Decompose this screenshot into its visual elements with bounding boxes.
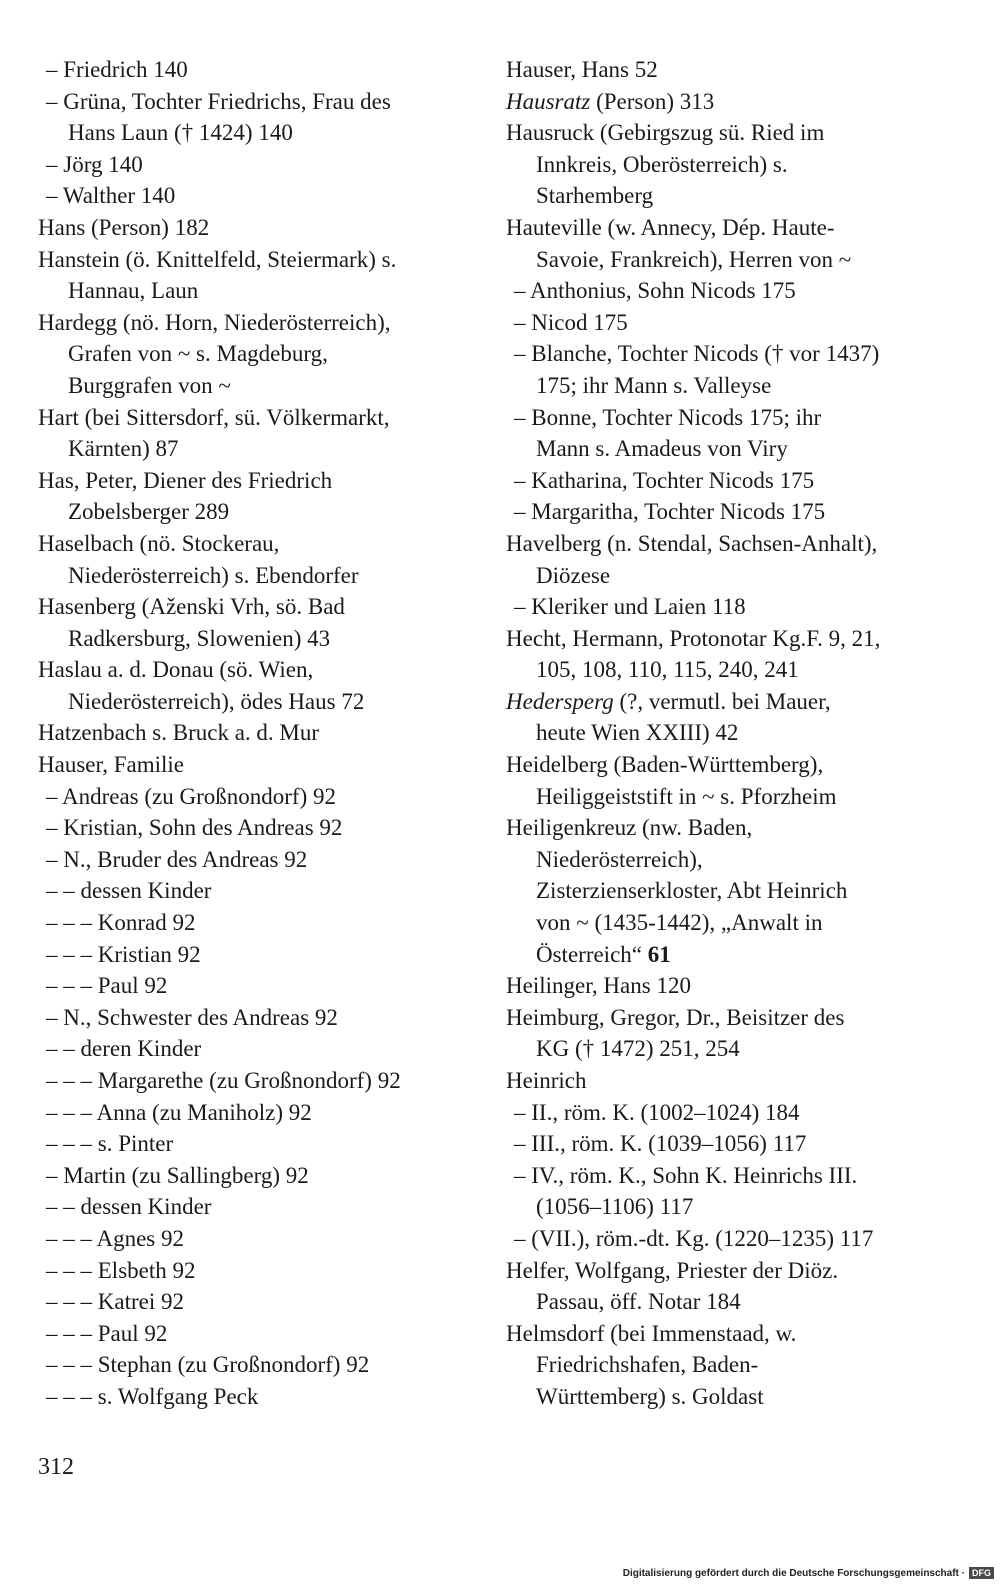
index-entry-line	[38, 180, 478, 212]
index-entry-text: 105, 108, 110, 115, 240, 241	[536, 657, 799, 683]
index-entry-line	[506, 1033, 956, 1065]
index-entry-text: Hecht, Hermann, Protonotar Kg.F. 9, 21,	[506, 625, 881, 651]
index-entry-line	[38, 591, 478, 623]
index-column-right	[506, 54, 956, 1413]
index-entry-text: – – deren Kinder	[46, 1036, 202, 1062]
index-entry-line	[38, 812, 478, 844]
index-entry-text: Hans Laun († 1424) 140	[68, 120, 293, 146]
index-entry-text: Hausratz	[506, 88, 591, 114]
index-entry-text: Mann s. Amadeus von Viry	[536, 436, 788, 462]
index-entry-line	[506, 875, 956, 907]
index-entry-line	[38, 370, 478, 402]
index-entry-line	[38, 1349, 478, 1381]
index-entry-line	[38, 1128, 478, 1160]
index-entry-line	[38, 465, 478, 497]
index-entry-line	[38, 1033, 478, 1065]
index-entry-text: Grafen von ~ s. Magdeburg,	[68, 341, 328, 367]
index-entry-text: – Bonne, Tochter Nicods 175; ihr	[514, 404, 822, 430]
index-entry-text: – – – Katrei 92	[46, 1289, 184, 1315]
index-entry-line	[38, 338, 478, 370]
index-entry-line	[38, 781, 478, 813]
index-entry-line	[506, 338, 956, 370]
index-entry-line	[38, 939, 478, 971]
index-entry-text: – Martin (zu Sallingberg) 92	[46, 1162, 309, 1188]
index-entry-text: Hausruck (Gebirgszug sü. Ried im	[506, 120, 825, 146]
index-entry-text: Zobelsberger 289	[68, 499, 230, 525]
index-entry-line	[506, 1097, 956, 1129]
index-entry-text: Württemberg) s. Goldast	[536, 1383, 764, 1409]
index-entry-line	[38, 749, 478, 781]
index-entry-line	[506, 939, 956, 971]
index-entry-line	[506, 1349, 956, 1381]
index-entry-text: Hasenberg (Aženski Vrh, sö. Bad	[38, 594, 345, 620]
index-entry-text: KG († 1472) 251, 254	[536, 1036, 740, 1062]
index-entry-line	[506, 623, 956, 655]
index-entry-text: von ~ (1435-1442), „Anwalt in	[536, 910, 823, 936]
index-entry-text: – Friedrich 140	[46, 57, 188, 82]
index-entry-rest: (Person) 313	[590, 88, 715, 114]
index-entry-line	[506, 1223, 956, 1255]
index-entry-line	[38, 907, 478, 939]
index-entry-text: – Nicod 175	[514, 309, 628, 335]
index-entry-text: Haslau a. d. Donau (sö. Wien,	[38, 657, 314, 683]
index-entry-line	[38, 1381, 478, 1413]
footer-text: Digitalisierung gefördert durch die Deutsche Forschungsgemeinschaft ·	[622, 1567, 965, 1579]
index-entry-text: Niederösterreich) s. Ebendorfer	[68, 562, 359, 588]
index-entry-text: – – – Paul 92	[46, 973, 168, 999]
index-entry-line	[38, 1002, 478, 1034]
index-entry-line	[506, 1002, 956, 1034]
index-entry-line	[506, 149, 956, 181]
index-entry-bold-page: 61	[647, 941, 671, 967]
index-entry-line	[506, 54, 956, 86]
index-entry-text: – II., röm. K. (1002–1024) 184	[514, 1099, 800, 1125]
dfg-logo: DFG	[969, 1567, 994, 1579]
index-entry-text: Hart (bei Sittersdorf, sü. Völkermarkt,	[38, 404, 390, 430]
index-entry-line	[506, 686, 956, 718]
index-entry-line	[38, 1318, 478, 1350]
index-entry-line	[506, 812, 956, 844]
index-entry-text: – – – Kristian 92	[46, 941, 201, 967]
index-entry-line	[38, 844, 478, 876]
index-entry-line	[506, 1128, 956, 1160]
index-entry-text: (1056–1106) 117	[536, 1194, 694, 1220]
index-entry-text: Heimburg, Gregor, Dr., Beisitzer des	[506, 1004, 845, 1030]
index-entry-text: – Katharina, Tochter Nicods 175	[514, 467, 815, 493]
index-entry-text: Passau, öff. Notar 184	[536, 1289, 741, 1315]
index-entry-line	[506, 1191, 956, 1223]
index-entry-text: – Kleriker und Laien 118	[514, 594, 746, 620]
index-entry-text: 175; ihr Mann s. Valleyse	[536, 372, 772, 398]
index-entry-text: Hauser, Hans 52	[506, 57, 658, 82]
index-entry-text: – – – s. Wolfgang Peck	[46, 1383, 259, 1409]
footer-credit	[623, 1567, 994, 1579]
index-entry-text: Helfer, Wolfgang, Priester der Diöz.	[506, 1257, 839, 1283]
index-entry-text: Hardegg (nö. Horn, Niederösterreich),	[38, 309, 391, 335]
index-entry-line	[38, 54, 478, 86]
index-entry-text: Has, Peter, Diener des Friedrich	[38, 467, 333, 493]
index-entry-text: Niederösterreich),	[536, 846, 703, 872]
index-entry-text: Burggrafen von ~	[68, 372, 231, 398]
index-entry-line	[38, 496, 478, 528]
index-entry-text: Helmsdorf (bei Immenstaad, w.	[506, 1320, 797, 1346]
index-entry-line	[506, 560, 956, 592]
index-entry-text: Innkreis, Oberösterreich) s.	[536, 151, 788, 177]
index-entry-text: Heinrich	[506, 1068, 587, 1093]
index-entry-line	[38, 1160, 478, 1192]
index-entry-line	[506, 844, 956, 876]
index-entry-text: – – – Stephan (zu Großnondorf) 92	[46, 1352, 370, 1378]
index-entry-text: heute Wien XXIII) 42	[536, 720, 739, 746]
index-entry-line	[506, 275, 956, 307]
index-entry-text: – Blanche, Tochter Nicods († vor 1437)	[514, 341, 880, 367]
index-entry-text: – – dessen Kinder	[46, 1194, 212, 1220]
index-entry-line	[38, 1065, 478, 1097]
index-entry-text: Hatzenbach s. Bruck a. d. Mur	[38, 720, 320, 746]
index-entry-text: – N., Schwester des Andreas 92	[46, 1004, 338, 1030]
index-entry-line	[506, 654, 956, 686]
index-entry-text: Heiligenkreuz (nw. Baden,	[506, 815, 753, 841]
index-entry-text: Hauser, Familie	[38, 752, 184, 778]
index-entry-text: Kärnten) 87	[68, 436, 179, 462]
index-entry-text: – – – Elsbeth 92	[46, 1257, 196, 1283]
index-entry-text: – Kristian, Sohn des Andreas 92	[46, 815, 343, 841]
index-entry-line	[38, 1255, 478, 1287]
index-entry-text: Savoie, Frankreich), Herren von ~	[536, 246, 852, 272]
index-entry-line	[38, 560, 478, 592]
index-entry-text: – – – s. Pinter	[46, 1131, 174, 1157]
index-entry-line	[38, 433, 478, 465]
index-entry-line	[506, 907, 956, 939]
index-entry-line	[38, 307, 478, 339]
index-entry-text: Heidelberg (Baden-Württemberg),	[506, 752, 824, 778]
index-entry-line	[38, 623, 478, 655]
index-entry-text: Zisterzienserkloster, Abt Heinrich	[536, 878, 848, 904]
index-entry-line	[506, 1286, 956, 1318]
index-entry-line	[506, 970, 956, 1002]
index-entry-text: Hannau, Laun	[68, 278, 199, 304]
index-entry-line	[38, 1097, 478, 1129]
index-entry-line	[38, 149, 478, 181]
index-entry-line	[38, 1223, 478, 1255]
index-entry-text: – (VII.), röm.-dt. Kg. (1220–1235) 117	[514, 1225, 874, 1251]
index-entry-text: Österreich“	[536, 941, 648, 967]
index-entry-text: Diözese	[536, 562, 611, 588]
index-entry-text: – Andreas (zu Großnondorf) 92	[46, 783, 336, 809]
index-entry-line	[506, 528, 956, 560]
index-entry-text: – IV., röm. K., Sohn K. Heinrichs III.	[514, 1162, 858, 1188]
index-entry-line	[38, 717, 478, 749]
index-entry-text: Hanstein (ö. Knittelfeld, Steiermark) s.	[38, 246, 397, 272]
index-entry-text: – Grüna, Tochter Friedrichs, Frau des	[46, 88, 391, 114]
index-entry-line	[38, 275, 478, 307]
index-entry-text: – Anthonius, Sohn Nicods 175	[514, 278, 796, 304]
index-entry-text: Friedrichshafen, Baden-	[536, 1352, 759, 1378]
index-column-left	[38, 54, 478, 1413]
index-entry-text: Hans (Person) 182	[38, 214, 210, 240]
index-entry-line	[38, 654, 478, 686]
index-entry-line	[38, 970, 478, 1002]
index-entry-line	[38, 1191, 478, 1223]
index-entry-text: Hauteville (w. Annecy, Dép. Haute-	[506, 214, 835, 240]
index-entry-rest: (?, vermutl. bei Mauer,	[613, 688, 831, 714]
index-entry-text: Hedersperg	[506, 688, 614, 714]
index-entry-line	[506, 1381, 956, 1413]
index-entry-line	[38, 1286, 478, 1318]
index-entry-text: – N., Bruder des Andreas 92	[46, 846, 308, 872]
index-entry-line	[506, 717, 956, 749]
index-entry-text: – – – Margarethe (zu Großnondorf) 92	[46, 1068, 401, 1093]
index-entry-text: – Jörg 140	[46, 151, 143, 177]
index-entry-text: Heilinger, Hans 120	[506, 973, 691, 999]
index-entry-text: Niederösterreich), ödes Haus 72	[68, 688, 365, 714]
index-entry-text: Radkersburg, Slowenien) 43	[68, 625, 331, 651]
index-entry-text: – – dessen Kinder	[46, 878, 212, 904]
index-entry-line	[38, 875, 478, 907]
index-entry-text: – – – Konrad 92	[46, 910, 196, 936]
index-entry-line	[506, 1065, 956, 1097]
index-entry-line	[506, 86, 956, 118]
index-entry-line	[506, 465, 956, 497]
index-entry-text: Starhemberg	[536, 183, 654, 209]
index-entry-line	[38, 117, 478, 149]
index-entry-line	[506, 1160, 956, 1192]
index-entry-line	[38, 528, 478, 560]
index-entry-line	[38, 86, 478, 118]
index-entry-line	[506, 244, 956, 276]
index-entry-line	[38, 402, 478, 434]
index-entry-line	[506, 1318, 956, 1350]
index-entry-line	[506, 433, 956, 465]
index-entry-text: Haselbach (nö. Stockerau,	[38, 530, 280, 556]
index-entry-line	[506, 1255, 956, 1287]
page-number: 312	[38, 1454, 74, 1480]
index-entry-line	[506, 307, 956, 339]
index-entry-text: – III., röm. K. (1039–1056) 117	[514, 1131, 807, 1157]
index-entry-line	[506, 370, 956, 402]
index-entry-line	[506, 402, 956, 434]
index-entry-text: – – – Agnes 92	[46, 1225, 184, 1251]
index-entry-line	[506, 117, 956, 149]
index-entry-text: – – – Anna (zu Maniholz) 92	[46, 1099, 312, 1125]
index-entry-text: – Margaritha, Tochter Nicods 175	[514, 499, 826, 525]
index-entry-line	[506, 496, 956, 528]
index-entry-line	[506, 212, 956, 244]
index-entry-line	[38, 212, 478, 244]
index-entry-text: – Walther 140	[46, 183, 176, 209]
index-entry-text: – – – Paul 92	[46, 1320, 168, 1346]
index-entry-line	[506, 749, 956, 781]
index-entry-line	[506, 180, 956, 212]
index-entry-text: Heiliggeiststift in ~ s. Pforzheim	[536, 783, 837, 809]
index-entry-text: Havelberg (n. Stendal, Sachsen-Anhalt),	[506, 530, 878, 556]
index-entry-line	[38, 686, 478, 718]
index-entry-line	[38, 244, 478, 276]
index-entry-line	[506, 781, 956, 813]
index-entry-line	[506, 591, 956, 623]
